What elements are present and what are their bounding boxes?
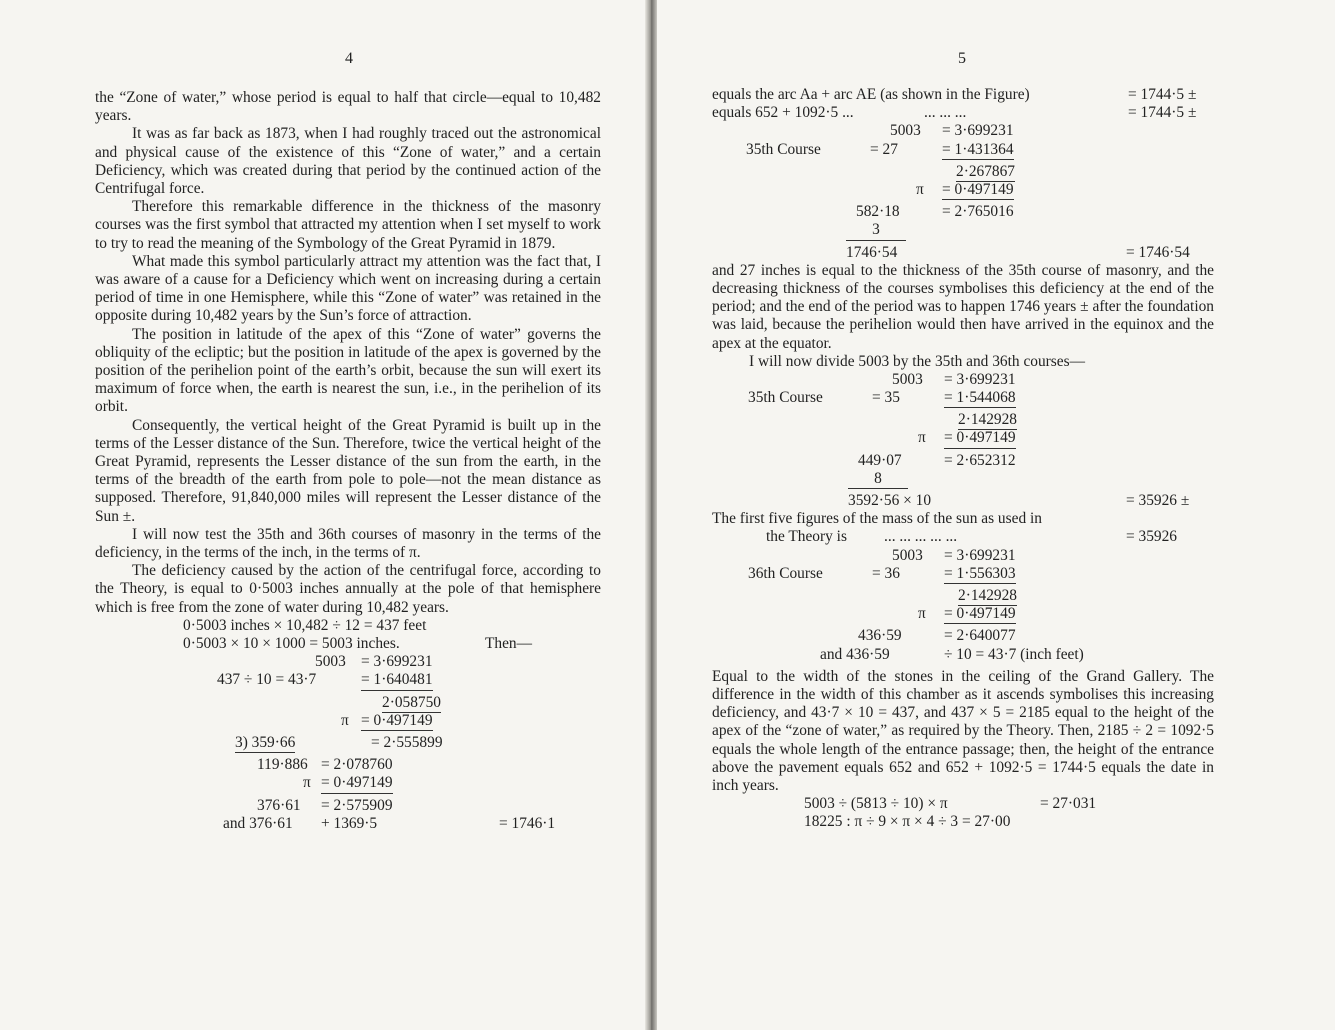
calc-right: = 1744·5 ± (1128, 104, 1197, 122)
calc-line (712, 492, 1214, 510)
calc-text: 0·5003 inches × 10,482 ÷ 12 = 437 feet (183, 616, 427, 634)
calc-right: = 1·431364 (942, 141, 1014, 160)
paragraph: Equal to the width of the stones in the ceiling of the Grand Gallery. The difference in the width of this chamber as it ascends symbolises this increasing deficiency, and 43·7 × 10 = 437, and 437 × 5 = 2185 equal to the height of the apex of the “zone of water,” as required by the Theory. Then, 2185 ÷ 2 = 1092·5 equals the whole length of the entrance passage; then, the height of the entrance above the pavement equals 652 and 652 + 1092·5 = 1744·5 equals the date in inch years. (712, 667, 1214, 794)
course-label: 36th Course (748, 564, 823, 582)
calc-dots: ... ... ... (924, 104, 967, 122)
calc-text: the Theory is (766, 528, 847, 546)
calc-right: = 2·652312 (944, 451, 1016, 469)
calc-right: = 1744·5 ± (1128, 86, 1197, 103)
calc-left: 3 (846, 221, 906, 240)
calc-line (712, 181, 1214, 199)
calc-right: = 27·031 (1040, 795, 1097, 813)
calc-text: 18225 : π ÷ 9 × π × 4 ÷ 3 = 27·00 (804, 813, 1011, 831)
paragraph: Consequently, the vertical height of the Great Pyramid is built up in the terms of the Lesser distance of the Sun. Therefore, twice the vertical height of the Great Pyramid, represents the Lesser distance of the sun from the earth, in the terms of the breadth of the earth from pole to pole—not the mean distance as supposed. Therefore, 91,840,000 miles will represent the Lesser distance of the Sun ±. (95, 416, 601, 525)
calc-line (712, 795, 1214, 813)
calc-mid: + 1369·5 (321, 814, 378, 832)
calc-line (95, 617, 601, 635)
calc-text: 0·5003 × 10 × 1000 = 5003 inches. (183, 635, 400, 653)
calc-left: and 436·59 (820, 645, 890, 663)
calc-left: = 35 (872, 389, 900, 407)
calc-line (712, 371, 1214, 389)
calc-left: = 36 (872, 564, 900, 582)
calc-line (712, 813, 1214, 831)
calc-right: = 0·497149 (942, 181, 1014, 200)
calc-line (95, 712, 601, 730)
calc-line (712, 389, 1214, 407)
calc-right: = 1·640481 (361, 671, 433, 690)
calc-left: 437 ÷ 10 = 43·7 (217, 671, 317, 689)
calc-line (712, 547, 1214, 565)
right-page-number: 5 (958, 50, 966, 67)
calc-line (95, 797, 601, 815)
calc-text: equals 652 + 1092·5 ... (712, 104, 854, 122)
calc-line (712, 244, 1214, 262)
calc-right: = 0·497149 (944, 429, 1016, 448)
calc-left: 5003 (892, 370, 923, 388)
calc-line (712, 122, 1214, 140)
calc-text: Then— (485, 635, 533, 653)
calc-right: 2·142928 (958, 587, 1017, 606)
calc-left: and 376·61 (223, 814, 293, 832)
calc-left: 8 (848, 470, 908, 489)
course-label: 35th Course (746, 140, 821, 158)
calc-left: π (341, 711, 349, 729)
course-label: 35th Course (748, 389, 823, 407)
paragraph: and 27 inches is equal to the thickness of the 35th course of masonry, and the decreasing thickness of the courses symbolises this deficiency at the end of the period; and the end of the period was to happen 1746 years ± after the foundation was laid, because the perihelion would then have arrived in the equinox and the apex at the equator. (712, 261, 1214, 352)
paragraph: What made this symbol particularly attract my attention was the fact that, I was aware of a cause for a Deficiency which went on increasing during a certain period of time in one Hemisphere, while this “Zone of water” was retained in the opposite during 10,482 years by the Sun’s force of attraction. (95, 252, 601, 325)
calc-left: π (303, 774, 311, 792)
calc-left: 3592·56 × 10 (848, 492, 932, 510)
calc-left: 376·61 (257, 796, 301, 814)
paragraph: The position in latitude of the apex of this “Zone of water” governs the obliquity of the ecliptic; but the position in latitude of the apex is governed by the position of the perihelion point of the earth’s orbit, because the sun will exert its maximum of force when, the earth is nearest the sun, i.e., in the perihelion of its orbit. (95, 325, 601, 416)
calc-line (95, 635, 601, 653)
calc-right: = 2·555899 (371, 734, 443, 752)
calc-right: = 3·699231 (942, 122, 1014, 140)
calc-left: π (918, 429, 926, 447)
calc-left: = 27 (870, 140, 898, 158)
book-gutter (645, 0, 657, 1030)
calc-right: = 0·497149 (321, 774, 393, 793)
calc-right: = 2·640077 (944, 627, 1016, 645)
calc-right: = 35926 ± (1126, 492, 1190, 510)
calc-right: = 1·544068 (944, 389, 1016, 408)
calc-left: 1746·54 (846, 243, 898, 261)
calc-right: 2·142928 (958, 411, 1017, 430)
calc-left: 582·18 (856, 203, 900, 221)
calc-left: 3) 359·66 (235, 734, 295, 753)
calc-line (712, 221, 1214, 239)
calc-dots: ... ... ... ... ... (884, 528, 958, 546)
calc-line (95, 671, 601, 689)
calc-right: = 3·699231 (944, 370, 1016, 388)
calc-line (712, 587, 1214, 605)
calc-line (712, 528, 1214, 546)
calc-right: = 3·699231 (944, 546, 1016, 564)
calc-right: = 1746·54 (1126, 243, 1190, 261)
paragraph: I will now test the 35th and 36th courses of masonry in the terms of the deficiency, in the terms of the inch, in the terms of π. (95, 525, 601, 562)
calc-text: equals the arc Aa + arc AE (as shown in the Figure) (712, 86, 1030, 103)
calc-line (95, 756, 601, 774)
calc-right: = 0·497149 (944, 605, 1016, 624)
calc-line (95, 694, 601, 712)
calc-line (712, 627, 1214, 645)
calc-line (95, 734, 601, 752)
calc-left: 436·59 (858, 627, 902, 645)
calc-line (712, 565, 1214, 583)
right-page-text (712, 86, 1214, 832)
calc-right: = 3·699231 (361, 653, 433, 671)
calc-line (95, 815, 601, 833)
calc-right: = 1746·1 (499, 814, 556, 832)
calc-line (712, 510, 1214, 528)
calc-line (95, 653, 601, 671)
calc-line (712, 470, 1214, 488)
calc-right: = 2·078760 (321, 756, 393, 774)
calc-right: ÷ 10 = 43·7 (inch feet) (944, 645, 1084, 663)
left-page-number: 4 (345, 50, 353, 67)
calc-right: = 2·765016 (942, 203, 1014, 221)
calc-line (712, 104, 1214, 122)
calc-right: = 0·497149 (361, 712, 433, 731)
calc-line (712, 429, 1214, 447)
calc-right: = 35926 (1126, 528, 1178, 546)
calc-right: 2·058750 (382, 694, 441, 713)
calc-line (95, 774, 601, 792)
paragraph: Therefore this remarkable difference in the thickness of the masonry courses was the first symbol that attracted my attention when I set myself to work to try to read the meaning of the Symbology of the Great Pyramid in 1879. (95, 198, 601, 252)
calc-left: π (918, 605, 926, 623)
calc-line (712, 452, 1214, 470)
calc-line (712, 163, 1214, 181)
calc-left: π (916, 180, 924, 198)
calc-line (712, 86, 1214, 104)
left-page-text (95, 89, 601, 833)
calc-text: The first five figures of the mass of the sun as used in (712, 510, 1042, 528)
calc-left: 5003 (315, 653, 346, 671)
calc-right: = 1·556303 (944, 565, 1016, 584)
calc-line (712, 411, 1214, 429)
calc-right: = 2·575909 (321, 796, 393, 814)
calc-line (712, 203, 1214, 221)
calc-right: 2·267867 (956, 163, 1015, 182)
calc-line (712, 646, 1214, 664)
calc-left: 119·886 (257, 756, 308, 774)
paragraph: It was as far back as 1873, when I had roughly traced out the astronomical and physical cause of the existence of this “Zone of water,” and a certain Deficiency, which was created during that period by the continued action of the Centrifugal force. (95, 125, 601, 198)
paragraph: I will now divide 5003 by the 35th and 36th courses— (749, 352, 1085, 370)
calc-left: 449·07 (858, 451, 902, 469)
calc-left: 5003 (892, 546, 923, 564)
calc-left: 5003 (890, 122, 921, 140)
paragraph: the “Zone of water,” whose period is equal to half that circle—equal to 10,482 years. (95, 89, 601, 125)
calc-line (712, 141, 1214, 159)
paragraph: The deficiency caused by the action of the centrifugal force, according to the Theory, is equal to 0·5003 inches annually at the pole of that hemisphere which is free from the zone of water during 10,482 years. (95, 562, 601, 616)
calc-line (712, 605, 1214, 623)
calc-text: 5003 ÷ (5813 ÷ 10) × π (804, 795, 948, 813)
